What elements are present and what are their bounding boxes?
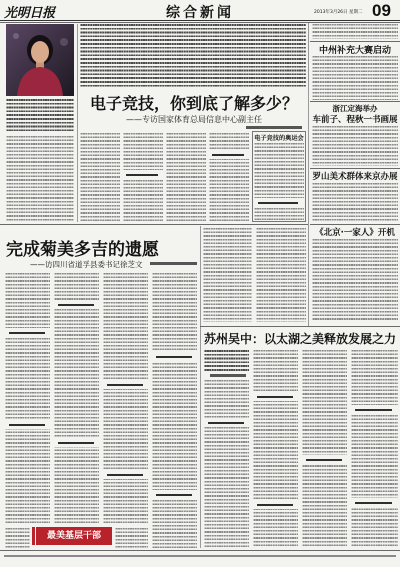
subhead-line xyxy=(54,300,99,309)
article-intro-text xyxy=(80,24,306,88)
person-face xyxy=(31,41,49,63)
subhead-line xyxy=(54,438,99,447)
body-text-column xyxy=(253,350,298,548)
body-text-column xyxy=(6,136,74,222)
column-divider xyxy=(200,226,201,548)
brief-kicker: 浙江定海举办 xyxy=(332,104,378,113)
subhead-line xyxy=(351,498,398,507)
body-text-column xyxy=(209,133,249,222)
interview-photo xyxy=(6,24,74,96)
brief-divider xyxy=(310,168,400,169)
subhead-line xyxy=(204,418,249,427)
subhead-line xyxy=(123,170,163,179)
sidebar-divider xyxy=(308,23,309,326)
brief-text xyxy=(312,239,398,322)
banner-decoration xyxy=(32,527,35,545)
brief-text xyxy=(312,24,398,39)
subhead-line xyxy=(152,490,197,499)
body-text-column xyxy=(103,273,148,524)
body-text-column xyxy=(351,350,398,548)
body-text-column xyxy=(152,273,197,548)
brief-divider xyxy=(310,224,400,225)
main-subheadline: ——专访国家体育总局信息中心副主任 xyxy=(126,115,262,124)
subhead-line xyxy=(5,328,50,337)
subhead-line xyxy=(253,392,298,401)
byline xyxy=(246,126,302,129)
portrait-image xyxy=(6,24,74,96)
brief-text xyxy=(312,183,398,222)
series-banner: 最美基层干部 xyxy=(36,527,112,545)
brief-divider xyxy=(310,41,400,42)
byline xyxy=(150,262,197,265)
body-text-column xyxy=(302,350,347,548)
footer-credits xyxy=(4,555,396,557)
body-text-column xyxy=(256,228,306,322)
subhead-line xyxy=(351,405,398,414)
subhead-line xyxy=(254,198,304,207)
lower-right-headline: 苏州吴中：以太湖之美释放发展之力 xyxy=(203,332,396,346)
brief-headline: 《北京·一家人》开机 xyxy=(315,228,395,238)
body-text-column xyxy=(80,133,120,222)
footer-divider xyxy=(0,550,400,551)
lower-left-subheadline: ——访四川省道孚县委书记徐芝文 xyxy=(30,260,143,269)
issue-date: 2013年3月26日 星期二 xyxy=(314,10,363,15)
body-text-column xyxy=(54,273,99,524)
article-intro-text xyxy=(204,350,249,372)
body-text-column xyxy=(115,528,148,548)
subhead-line xyxy=(253,500,298,509)
sidebar-title: 电子竞技的奥运会 xyxy=(254,135,304,142)
page-number: 09 xyxy=(372,1,391,20)
brief-headline: 车前子、程秋一书画展 xyxy=(312,115,398,125)
body-text-column xyxy=(203,228,252,322)
header-divider-thin xyxy=(0,22,400,23)
brief-text xyxy=(312,126,398,166)
subhead-line xyxy=(103,380,148,389)
brief-headline: 中州补充大赛启动 xyxy=(318,46,391,56)
body-text-column xyxy=(204,380,249,548)
subhead-line xyxy=(152,352,197,361)
subhead-line xyxy=(103,470,148,479)
section-divider xyxy=(0,224,308,225)
brief-divider xyxy=(310,101,400,102)
sidebar-text xyxy=(254,143,304,220)
main-headline: 电子竞技，你到底了解多少？ xyxy=(89,94,298,113)
header-divider xyxy=(0,20,400,21)
byline xyxy=(210,374,246,377)
section-divider xyxy=(200,326,400,327)
subhead-line xyxy=(5,420,50,429)
column-divider xyxy=(77,24,78,222)
brief-text xyxy=(312,56,398,100)
body-text-column xyxy=(166,133,206,222)
subhead-line xyxy=(209,150,249,159)
brief-headline: 罗山美术群体来京办展 xyxy=(312,172,398,182)
body-text-column xyxy=(5,273,50,524)
masthead-logo: 光明日报 xyxy=(4,6,55,21)
lower-left-headline: 完成菊美多吉的遗愿 xyxy=(6,240,159,260)
body-text-column xyxy=(5,528,30,548)
section-title: 综合新闻 xyxy=(166,5,234,21)
subhead-line xyxy=(302,455,347,464)
photo-caption-text xyxy=(6,99,74,133)
